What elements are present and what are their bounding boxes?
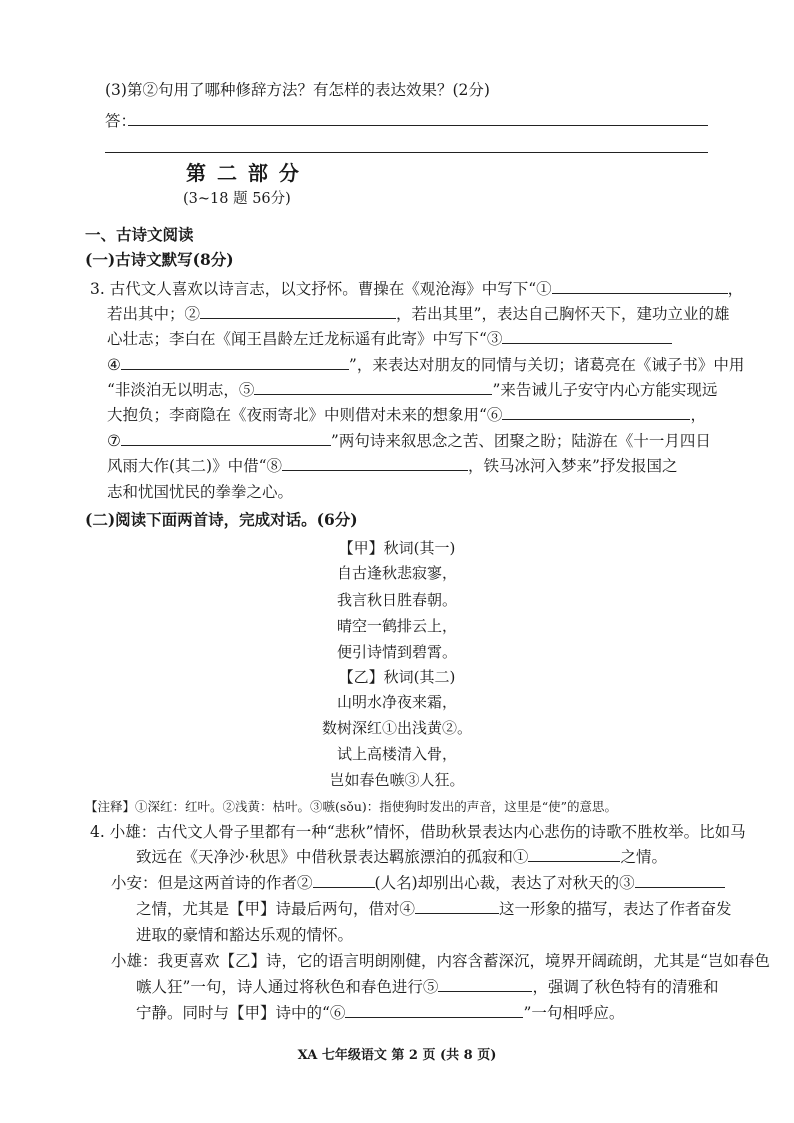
blank-6[interactable] — [502, 405, 690, 420]
q3-text-1-end: ， — [727, 280, 744, 298]
q3-text-5a: “非淡泊无以明志，⑤ — [107, 381, 255, 399]
q4-text-3b: (人名)却别出心裁，表达了对秋天的③ — [374, 874, 635, 892]
blank-q4-6[interactable] — [345, 1003, 523, 1018]
q3-text-7b: ”两句诗来叙思念之苦、团聚之盼；陆游在《十一月四日 — [330, 432, 711, 450]
poem-a-line-2: 我言秋日胜春朝。 — [336, 591, 457, 609]
blank-1[interactable] — [552, 279, 728, 294]
q4-line-5: 进取的豪情和豁达乐观的情怀。 — [136, 926, 354, 944]
poem-a-line-4: 便引诗情到碧霄。 — [336, 643, 457, 661]
q4-text-8b: ”一句相呼应。 — [523, 1004, 625, 1022]
blank-7[interactable] — [121, 431, 331, 446]
q4-text-7a: 嗾人狂”一句，诗人通过将秋色和春色进行⑤ — [136, 978, 439, 996]
part-title: 第 二 部 分 — [186, 161, 301, 185]
answer-label: 答： — [105, 112, 137, 130]
q3-text-6-end: ， — [690, 406, 706, 424]
blank-q4-1[interactable] — [528, 847, 620, 862]
poem-b-line-4: 岂如春色嗾③人狂。 — [329, 771, 465, 789]
q4-line-8 — [136, 1003, 624, 1023]
q4-line-7 — [136, 977, 718, 997]
q4-text-7b: ，强调了秋色特有的清雅和 — [532, 978, 719, 996]
section-heading-1-1: (一)古诗文默写(8分) — [85, 250, 234, 269]
q3-line-9: 志和忧国忧民的拳拳之心。 — [107, 483, 294, 501]
q3-text-6: 大抱负；李商隐在《夜雨寄北》中则借对未来的想象用“⑥ — [107, 406, 503, 424]
section-heading-1: 一、古诗文阅读 — [85, 225, 194, 244]
q3-line-3 — [107, 329, 672, 349]
q3-line-7 — [107, 431, 711, 451]
blank-2[interactable] — [200, 304, 396, 319]
q4-text-3a: 小安：但是这两首诗的作者② — [111, 874, 313, 892]
poem-a-line-1: 自古逢秋悲寂寥， — [336, 564, 457, 582]
blank-3[interactable] — [502, 329, 672, 344]
poem-b-line-2: 数树深红①出浅黄②。 — [321, 719, 472, 737]
q4-text-2a: 致远在《天净沙·秋思》中借秋景表达羁旅漂泊的孤寂和① — [136, 848, 529, 866]
answer-line-2[interactable] — [105, 152, 708, 153]
section-heading-1-2: (二)阅读下面两首诗，完成对话。(6分) — [85, 510, 358, 529]
q3-line-2 — [107, 304, 729, 324]
q3-text-7a: ⑦ — [107, 432, 121, 450]
part-subtitle: (3~18 题 56分) — [183, 191, 291, 207]
poem-b-title: 【乙】秋词(其二) — [338, 668, 456, 686]
q3-text-4b: ”，来表达对朋友的同情与关切；诸葛亮在《诫子书》中用 — [348, 356, 745, 374]
q3-text-1: 3. 古代文人喜欢以诗言志，以文抒怀。曹操在《观沧海》中写下“① — [90, 280, 552, 298]
q4-line-1: 4. 小雄：古代文人骨子里都有一种“悲秋”情怀，借助秋景表达内心悲伤的诗歌不胜枚举。比如马 — [90, 823, 746, 841]
q4-line-2 — [136, 847, 667, 867]
q3-line-6 — [107, 405, 706, 425]
q3-text-8a: 风雨大作(其二)》中借“⑧ — [107, 457, 283, 475]
blank-q4-5[interactable] — [438, 977, 532, 992]
poem-a-line-3: 晴空一鹤排云上， — [336, 617, 457, 635]
q4-text-4b: 这一形象的描写，表达了作者奋发 — [499, 900, 732, 918]
poem-a-title: 【甲】秋词(其一) — [338, 539, 456, 557]
poem-b-line-1: 山明水净夜来霜， — [336, 693, 457, 711]
answer-line-1[interactable] — [128, 125, 708, 126]
q3-text-2a: 若出其中；② — [107, 305, 201, 323]
q4-line-4 — [136, 899, 732, 919]
q3-text-2b: ，若出其里”，表达自己胸怀天下，建功立业的雄 — [396, 305, 730, 323]
blank-q4-4[interactable] — [415, 899, 499, 914]
blank-5[interactable] — [254, 380, 492, 395]
q3-text-3: 心壮志；李白在《闻王昌龄左迁龙标遥有此寄》中写下“③ — [107, 330, 503, 348]
blank-4[interactable] — [121, 355, 349, 370]
q3-line-4 — [107, 355, 744, 375]
q4-text-4a: 之情，尤其是【甲】诗最后两句，借对④ — [136, 900, 416, 918]
q3-line-1 — [90, 279, 743, 299]
page-footer: XA 七年级语文 第 2 页 (共 8 页) — [297, 1048, 497, 1063]
q4-text-8a: 宁静。同时与【甲】诗中的“⑥ — [136, 1004, 346, 1022]
blank-q4-2[interactable] — [313, 873, 375, 888]
q3-line-5 — [107, 380, 717, 400]
q4-line-3 — [111, 873, 725, 893]
q4-line-6: 小雄：我更喜欢【乙】诗，它的语言明朗刚健，内容含蓄深沉，境界开阔疏朗，尤其是“岂如春色 — [111, 952, 770, 970]
q3-line-8 — [107, 456, 677, 476]
blank-8[interactable] — [282, 456, 468, 471]
q3-text-8b: ，铁马冰河入梦来”抒发报国之 — [468, 457, 678, 475]
q4-text-2b: 之情。 — [620, 848, 667, 866]
blank-q4-3[interactable] — [635, 873, 725, 888]
question-3-sub: (3)第②句用了哪种修辞方法？有怎样的表达效果？(2分) — [105, 81, 490, 99]
q3-text-4a: ④ — [107, 356, 121, 374]
annotation-note: 【注释】①深红：红叶。②浅黄：枯叶。③嗾(sǒu)：指使狗时发出的声音，这里是“使”的意思。 — [85, 799, 618, 814]
poem-b-line-3: 试上高楼清入骨， — [336, 745, 457, 763]
q3-text-5b: ”来告诫儿子安守内心方能实现远 — [492, 381, 718, 399]
